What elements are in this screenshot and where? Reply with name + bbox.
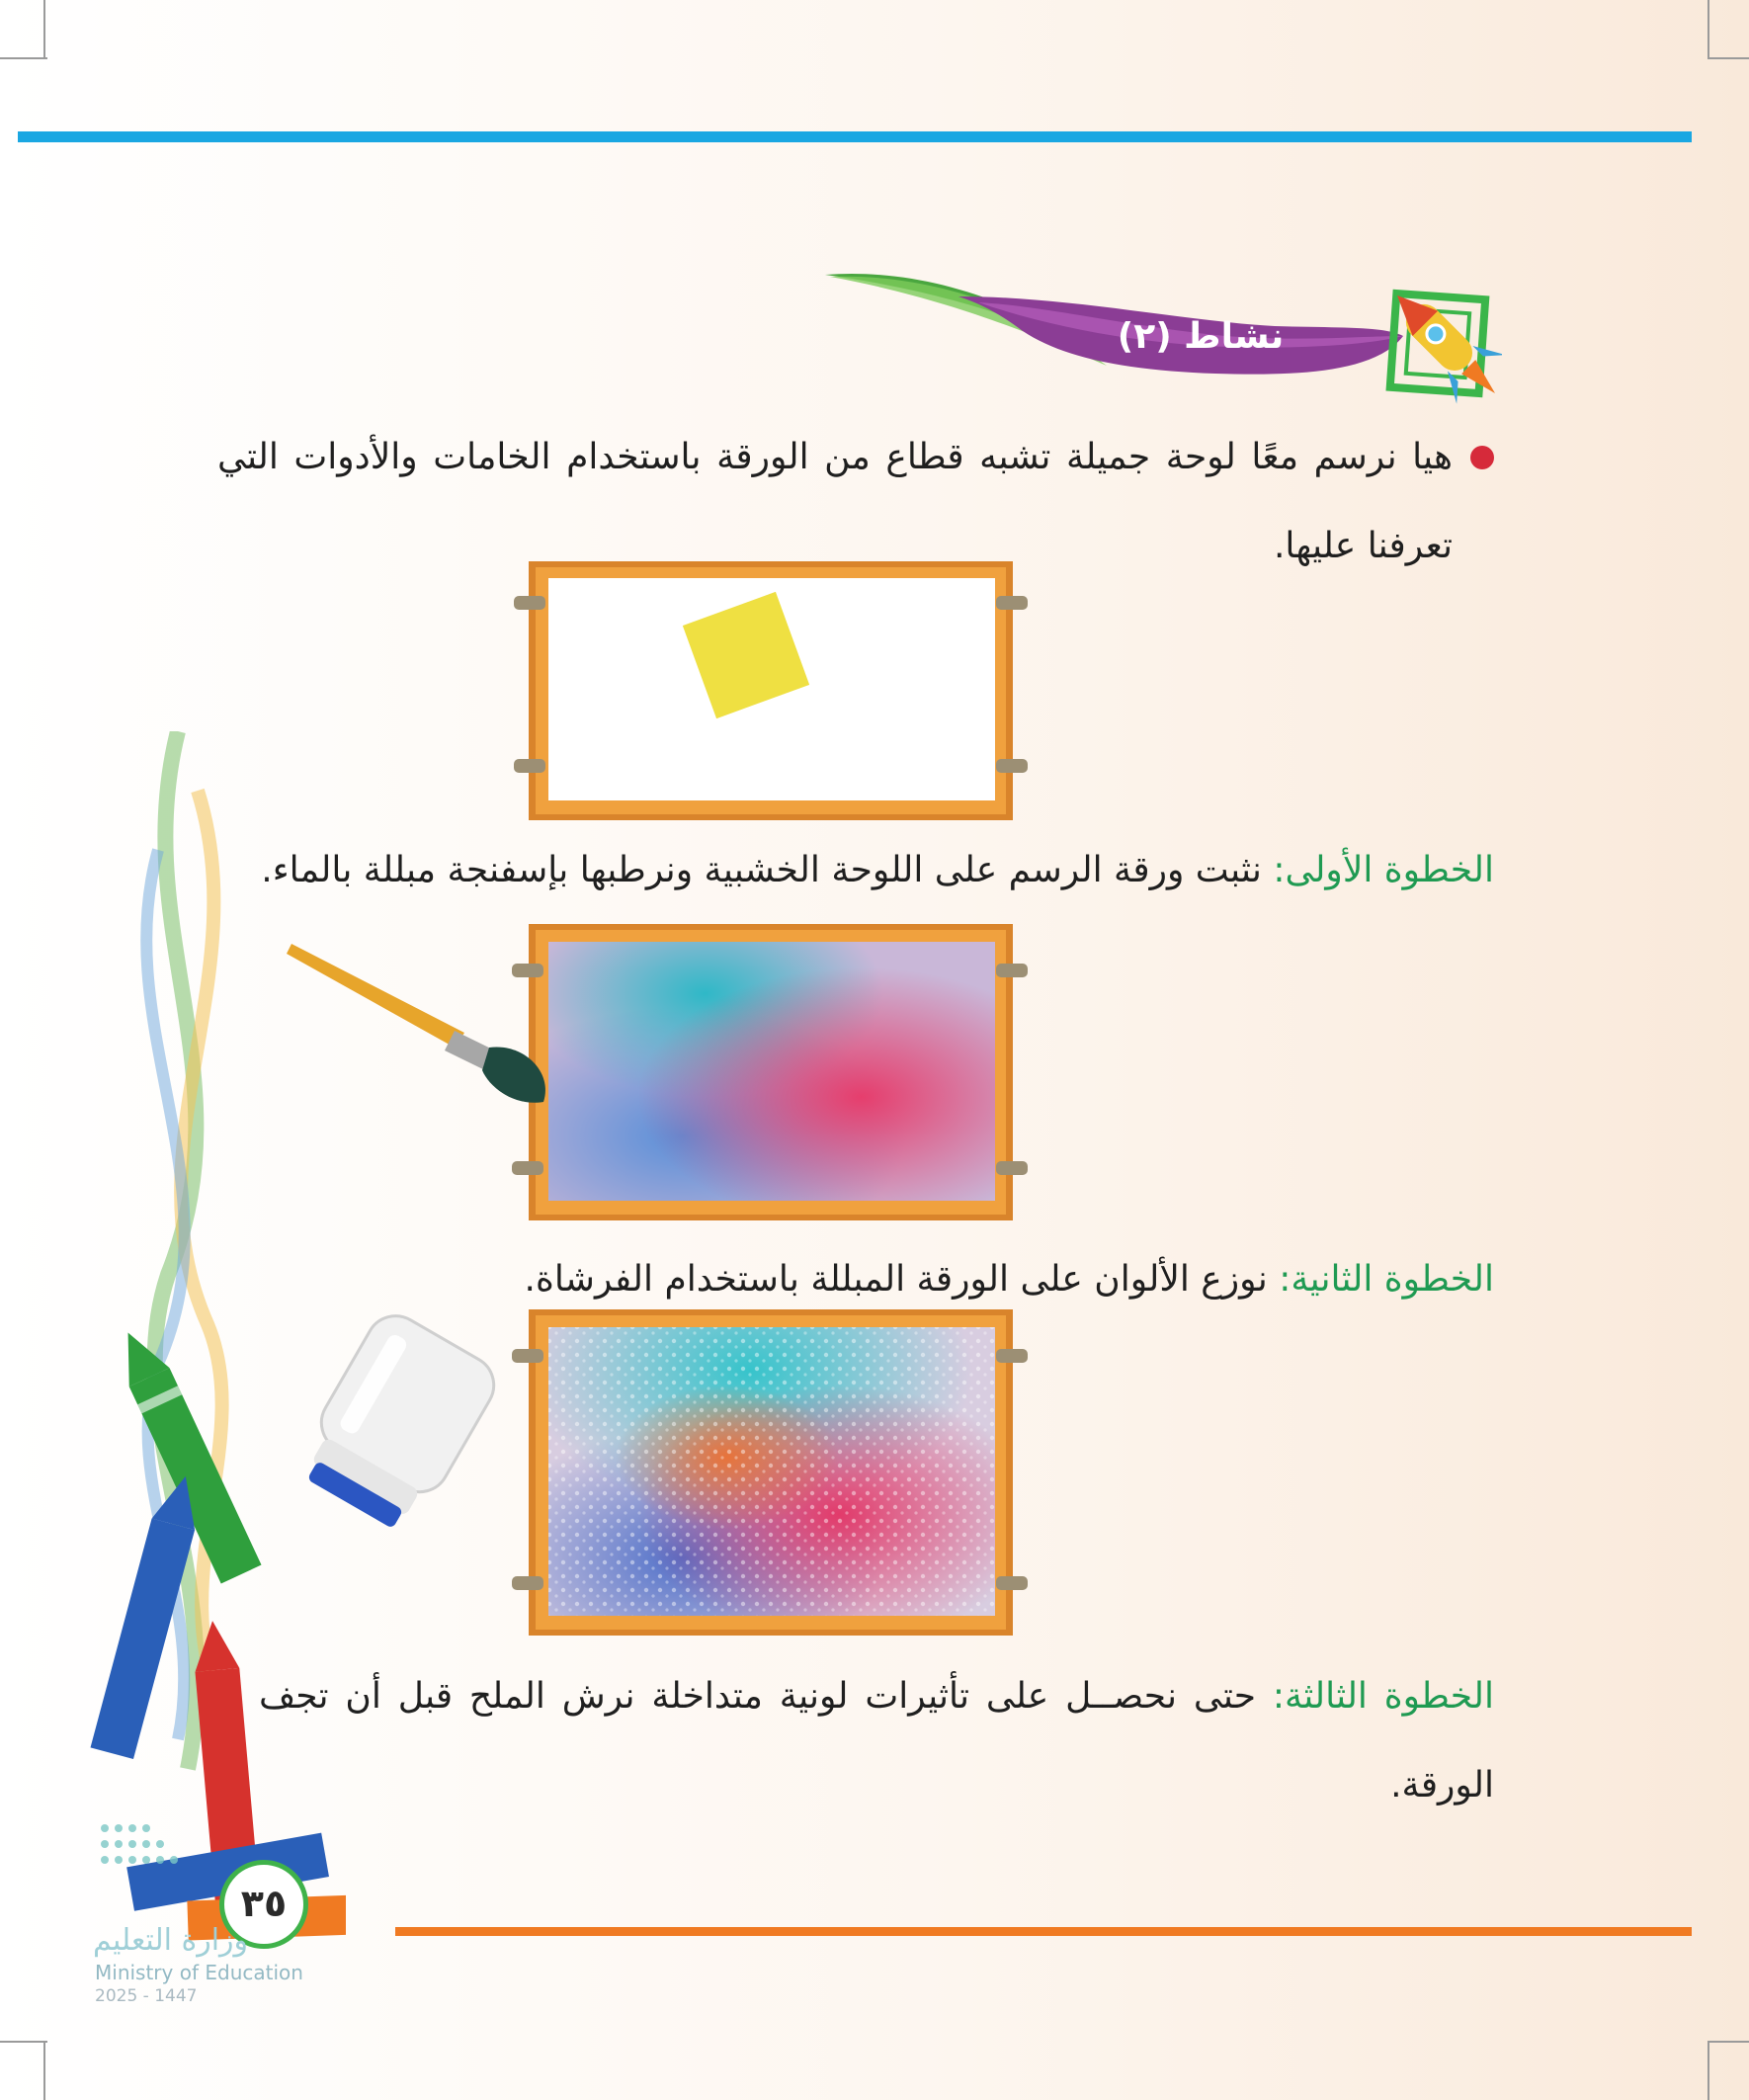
step1-illustration [504,556,1038,823]
step1-paragraph [259,826,1494,915]
top-rule [18,131,1692,142]
crop-mark [1707,0,1709,59]
crop-mark [1707,2041,1709,2100]
activity-title: نشاط (٢) [1117,316,1285,357]
bottom-rule [395,1927,1692,1936]
crop-mark [43,0,45,59]
ministry-name-english: Ministry of Education [95,1961,303,1984]
step2-label: الخطوة الثانية: [1279,1259,1494,1300]
intro-paragraph: هيا نرسم معًا لوحة جميلة تشبه قطاع من الورقة باستخدام الخامات والأدوات التي تعرفنا عليها. [217,437,1453,566]
crop-mark [1709,57,1749,59]
crop-mark [0,57,47,59]
crop-mark [1709,2041,1749,2043]
ministry-year: 2025 - 1447 [95,1986,198,2006]
step3-paragraph [259,1652,1494,1830]
step1-text: نثبت ورقة الرسم على اللوحة الخشبية ونرطبها بإسفنجة مبللة بالماء. [261,850,1262,890]
step2-illustration [287,924,1038,1220]
ministry-name-arabic: وزارة التعليم [93,1923,249,1958]
crop-mark [43,2041,45,2100]
step2-text: نوزع الألوان على الورقة المبللة باستخدام الفرشاة. [524,1259,1268,1300]
step3-illustration [296,1309,1047,1636]
crop-mark [0,2041,47,2043]
step3-text: حتى نحصــل على تأثيرات لونية متداخلة نرش الملح قبل أن تجف الورقة. [259,1676,1494,1806]
step3-label: الخطوة الثالثة: [1272,1676,1494,1717]
page-number: ٣٥ [219,1860,308,1949]
step1-label: الخطوة الأولى: [1273,850,1494,890]
